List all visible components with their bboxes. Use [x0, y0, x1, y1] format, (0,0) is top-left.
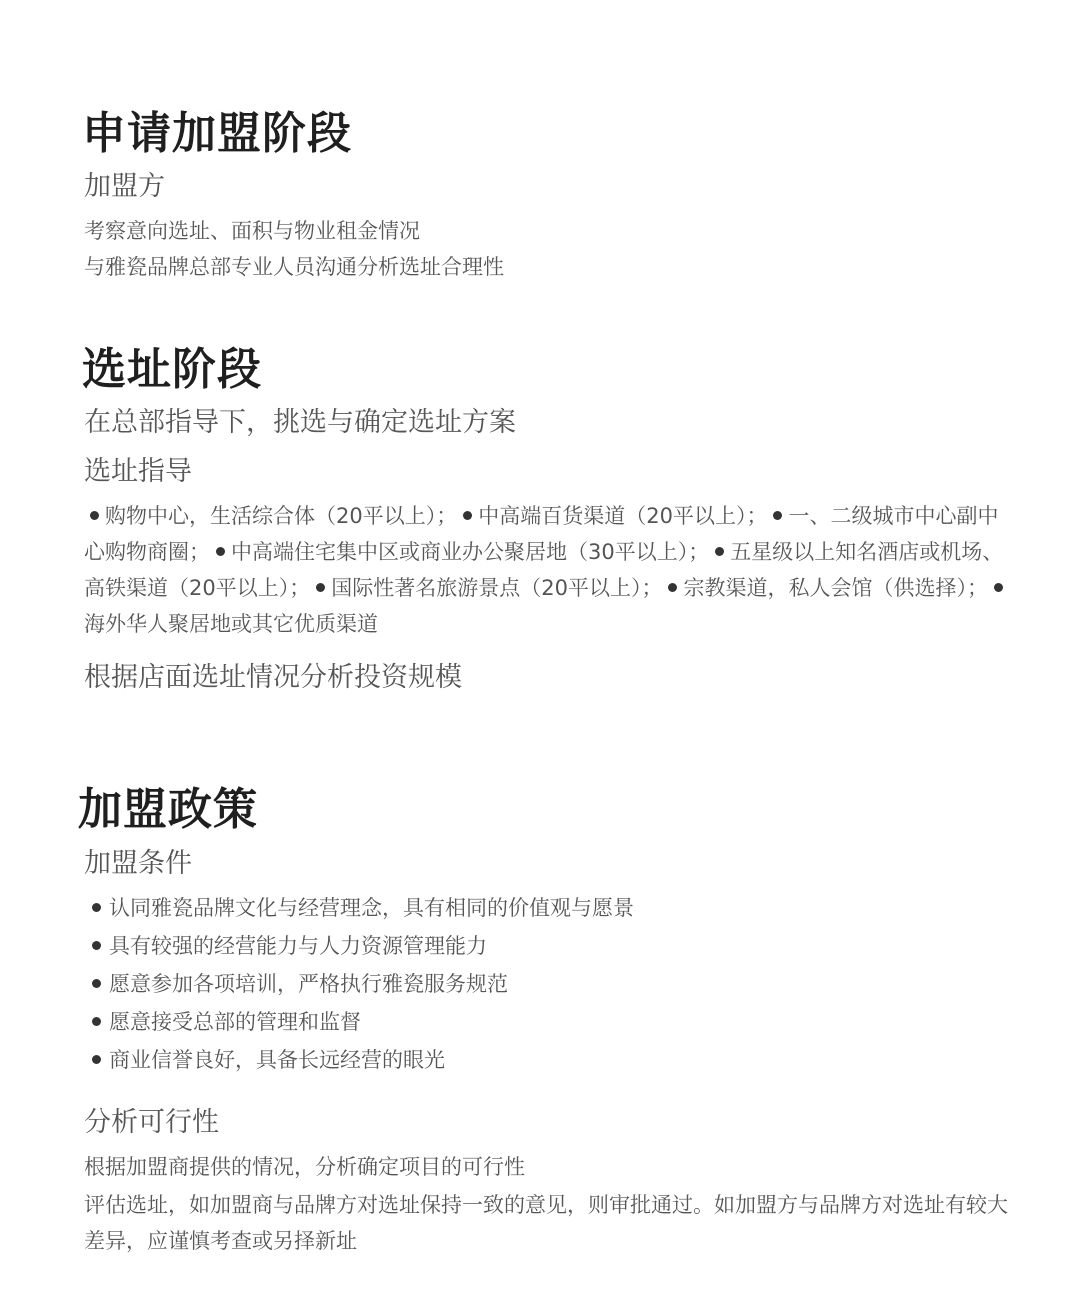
bullet-dot-icon — [994, 583, 1003, 592]
conditions-title: 加盟条件 — [84, 848, 192, 879]
site-guide-item: 购物中心，生活综合体（20平以上）； — [84, 504, 457, 528]
feasibility-line-2: 评估选址，如加盟商与品牌方对选址保持一致的意见，则审批通过。如加盟方与品牌方对选址有较大差异，应谨慎考查或另择新址 — [84, 1193, 1008, 1253]
bullet-dot-icon — [715, 547, 724, 556]
site-stage-title: 选址阶段 — [82, 344, 262, 395]
bullet-dot-icon — [90, 511, 99, 520]
site-guide-list — [84, 498, 1014, 642]
list-item: 愿意接受总部的管理和监督 — [88, 1003, 988, 1041]
site-analysis-text: 根据店面选址情况分析投资规模 — [84, 662, 462, 693]
apply-stage-title: 申请加盟阶段 — [82, 108, 352, 159]
bullet-dot-icon — [668, 583, 677, 592]
list-item: 愿意参加各项培训，严格执行雅瓷服务规范 — [88, 965, 988, 1003]
policy-title: 加盟政策 — [78, 784, 258, 835]
apply-stage-subtitle: 加盟方 — [84, 171, 165, 202]
site-guide-item: 中高端住宅集中区或商业办公聚居地（30平以上）； — [210, 540, 709, 564]
bullet-dot-icon — [92, 1017, 101, 1026]
bullet-dot-icon — [316, 583, 325, 592]
conditions-list — [88, 889, 988, 1079]
site-stage-subtitle: 在总部指导下，挑选与确定选址方案 — [84, 407, 516, 438]
bullet-dot-icon — [216, 547, 225, 556]
bullet-dot-icon — [92, 903, 101, 912]
site-guide-item: 宗教渠道，私人会馆（供选择）； — [662, 576, 988, 600]
apply-stage-line-2: 与雅瓷品牌总部专业人员沟通分析选址合理性 — [84, 255, 504, 279]
site-guide-item: 五星级以上知名酒店或机场、高铁渠道（20平以上）； — [84, 540, 1004, 600]
site-guide-item: 海外华人聚居地或其它优质渠道 — [84, 576, 1009, 636]
feasibility-title: 分析可行性 — [84, 1107, 219, 1138]
site-guide-item: 国际性著名旅游景点（20平以上）； — [310, 576, 662, 600]
feasibility-line-1: 根据加盟商提供的情况，分析确定项目的可行性 — [84, 1155, 525, 1179]
apply-stage-line-1: 考察意向选址、面积与物业租金情况 — [84, 219, 420, 243]
list-item: 认同雅瓷品牌文化与经营理念，具有相同的价值观与愿景 — [88, 889, 988, 927]
bullet-dot-icon — [92, 1055, 101, 1064]
bullet-dot-icon — [463, 511, 472, 520]
site-guide-item: 一、二级城市中心副中心购物商圈； — [84, 504, 999, 564]
site-guide-title: 选址指导 — [84, 456, 192, 487]
bullet-dot-icon — [92, 941, 101, 950]
bullet-dot-icon — [773, 511, 782, 520]
bullet-dot-icon — [92, 979, 101, 988]
list-item: 具有较强的经营能力与人力资源管理能力 — [88, 927, 988, 965]
site-guide-item: 中高端百货渠道（20平以上）； — [457, 504, 767, 528]
list-item: 商业信誉良好，具备长远经营的眼光 — [88, 1041, 988, 1079]
